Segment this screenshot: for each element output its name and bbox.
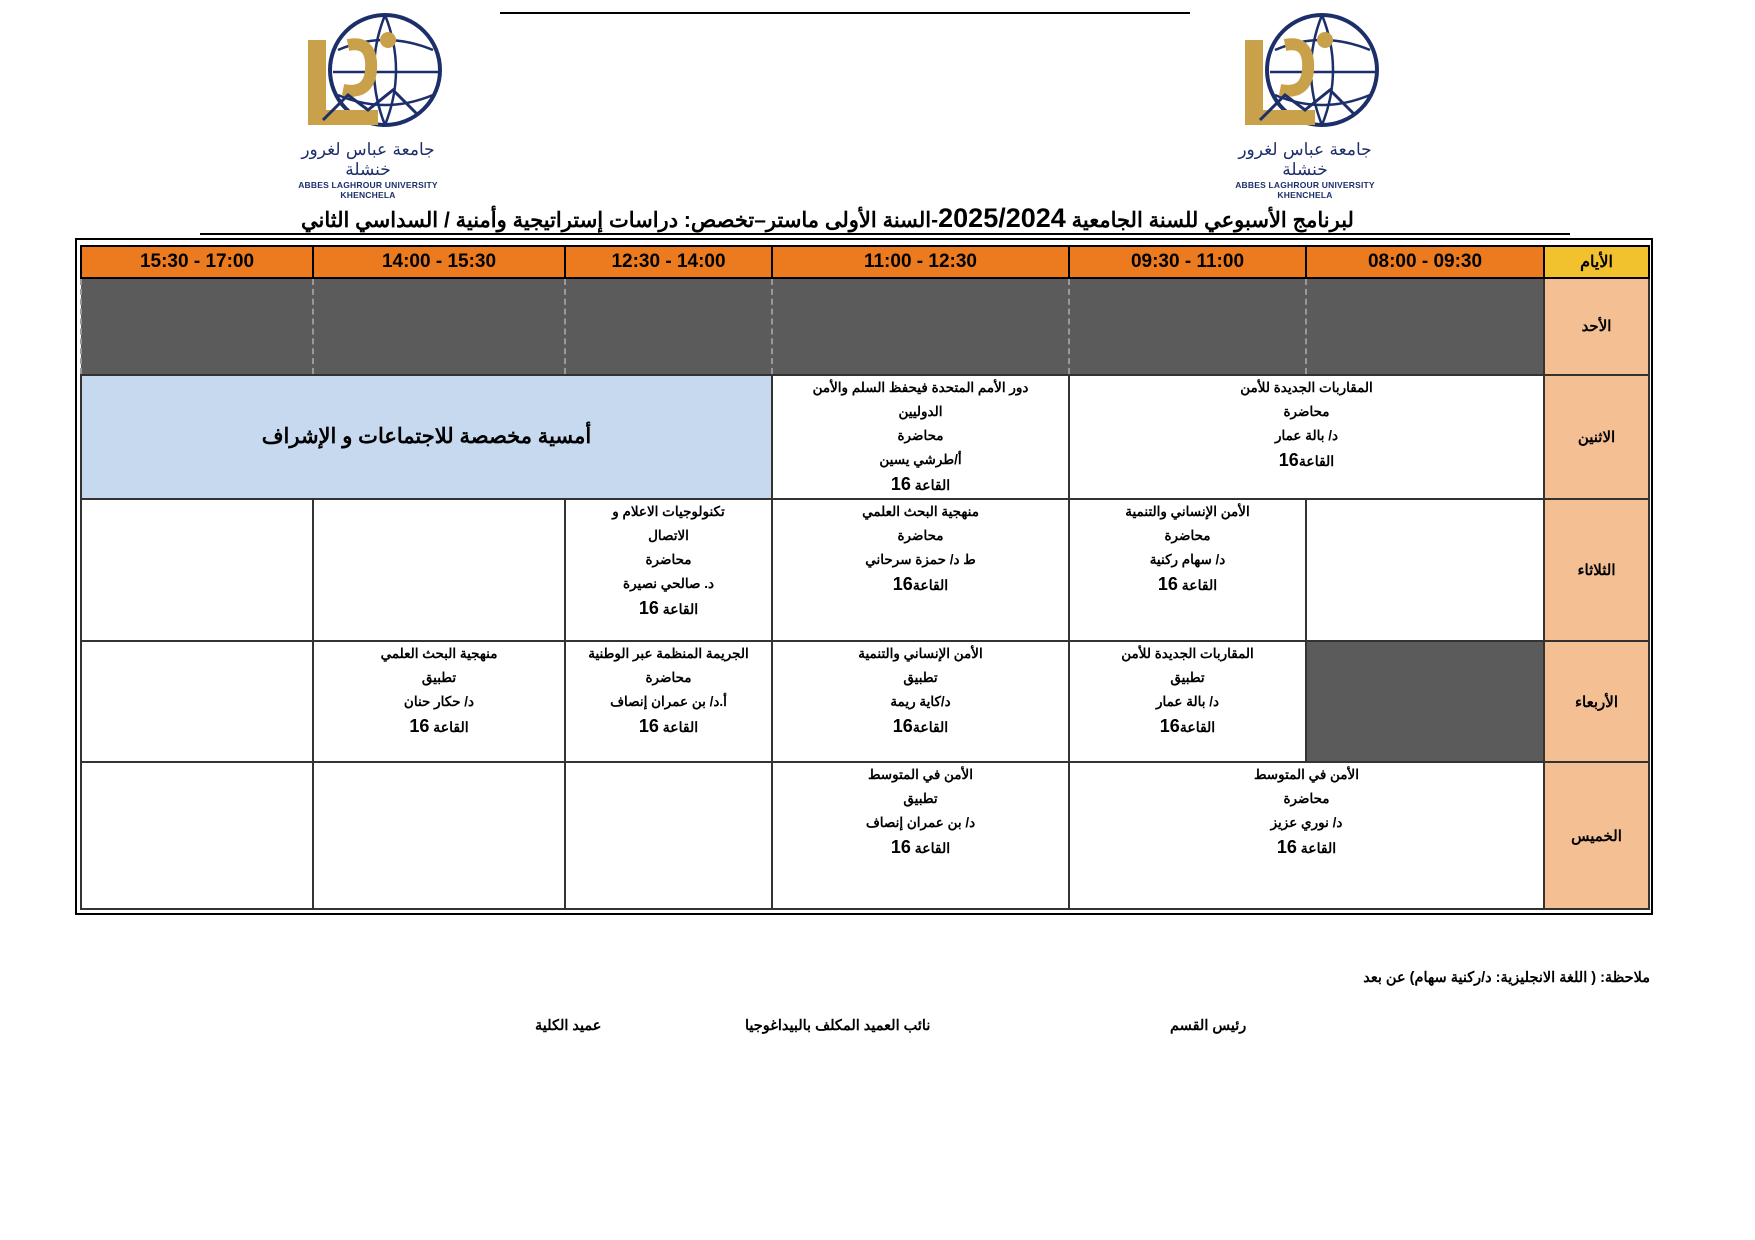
blocked-cell	[565, 278, 772, 375]
session-subject: الأمن الإنساني والتنمية	[1125, 503, 1250, 519]
logo-emblem-icon	[1230, 10, 1380, 140]
blocked-cell	[1069, 278, 1306, 375]
day-tuesday: الثلاثاء	[1544, 499, 1649, 642]
title-part2: -السنة الأولى ماستر–تخصص: دراسات إستراتيجية وأمنية / السداسي الثاني	[301, 209, 939, 232]
session-subject: الجريمة المنظمة عبر الوطنية	[588, 646, 749, 662]
session-room: القاعة 16	[1157, 573, 1218, 594]
session-type: محاضرة	[897, 527, 944, 543]
session-room: القاعة 16	[638, 597, 699, 618]
meetings-afternoon: أمسية مخصصة للاجتماعات و الإشراف	[81, 375, 772, 499]
session-room: القاعة 16	[1276, 837, 1337, 858]
day-wednesday: الأربعاء	[1544, 641, 1649, 762]
row-wednesday	[81, 641, 1649, 762]
empty-cell	[565, 762, 772, 909]
blocked-cell	[313, 278, 565, 375]
session-subject: الأمن الإنساني والتنمية	[858, 646, 983, 662]
session-subject: تكنولوجيات الاعلام و	[612, 503, 725, 519]
session-subject-cont: الدوليين	[898, 403, 943, 419]
schedule-table	[80, 245, 1650, 910]
session-teacher: د/ بالة عمار	[1156, 694, 1219, 710]
row-tuesday	[81, 499, 1649, 642]
session-type: تطبيق	[1170, 670, 1205, 686]
session-tuesday-3	[772, 499, 1069, 642]
session-teacher: أ.د/ بن عمران إنصاف	[610, 694, 727, 710]
day-sunday: الأحد	[1544, 278, 1649, 375]
session-type: محاضرة	[1283, 791, 1330, 807]
session-monday-1	[1069, 375, 1544, 499]
slot-header-4: 14:00 - 12:30	[565, 246, 772, 278]
session-type: تطبيق	[421, 670, 457, 686]
session-wednesday-5	[313, 641, 565, 762]
session-thursday-3	[772, 762, 1069, 909]
session-subject: الأمن في المتوسط	[1253, 767, 1359, 783]
days-header: الأيام	[1544, 246, 1649, 278]
slot-header-1: 09:30 - 08:00	[1306, 246, 1544, 278]
session-subject: الأمن في المتوسط	[867, 767, 973, 783]
session-subject-cont: الاتصال	[648, 527, 689, 543]
header-row	[81, 246, 1649, 278]
university-logo-right	[1215, 10, 1395, 200]
session-monday-3	[772, 375, 1069, 499]
slot-header-6: 17:00 - 15:30	[81, 246, 313, 278]
empty-cell	[81, 762, 313, 909]
session-subject: منهجية البحث العلمي	[862, 503, 979, 519]
logo-emblem-icon	[293, 10, 443, 140]
top-rule	[505, 12, 1190, 14]
session-teacher: د/ سهام ركنية	[1149, 551, 1226, 567]
session-type: محاضرة	[645, 670, 692, 686]
title-year: 2025/2024	[938, 203, 1066, 233]
logo-arabic-name: جامعة عباس لغرور خنشلة	[1238, 140, 1372, 180]
session-teacher: أ/طرشي يسين	[879, 451, 962, 467]
session-type: محاضرة	[1283, 403, 1330, 419]
session-wednesday-4	[565, 641, 772, 762]
session-teacher: د/ نوري عزيز	[1270, 815, 1343, 831]
slot-header-3: 12:30 - 11:00	[772, 246, 1069, 278]
session-teacher: د/ بالة عمار	[1275, 427, 1338, 443]
session-tuesday-4	[565, 499, 772, 642]
session-teacher: د/ بن عمران إنصاف	[865, 815, 976, 831]
session-thursday-1	[1069, 762, 1544, 909]
session-type: تطبيق	[903, 670, 938, 686]
session-type: محاضرة	[897, 427, 944, 443]
session-room: القاعة 16	[890, 837, 951, 858]
empty-cell	[313, 499, 565, 642]
blocked-cell	[1306, 641, 1544, 762]
empty-cell	[1306, 499, 1544, 642]
logo-english-name: ABBES LAGHROUR UNIVERSITY KHENCHELA	[1235, 180, 1375, 200]
slot-header-5: 15:30 - 14:00	[313, 246, 565, 278]
session-subject: منهجية البحث العلمي	[380, 646, 498, 662]
session-room: القاعة 16	[409, 716, 469, 737]
signature-vice-dean: نائب العميد المكلف بالبيداغوجيا	[745, 1018, 931, 1034]
session-room: القاعة 16	[638, 716, 699, 737]
day-monday: الاثنين	[1544, 375, 1649, 499]
session-room: القاعة16	[892, 573, 949, 594]
session-room: القاعة16	[892, 716, 949, 737]
session-teacher: د/ حكار حنان	[403, 694, 475, 710]
session-subject: المقاربات الجديدة للأمن	[1121, 646, 1254, 662]
signature-dean: عميد الكلية	[535, 1018, 602, 1034]
university-logo-left	[278, 10, 458, 200]
session-room: القاعة16	[1159, 716, 1216, 737]
empty-cell	[313, 762, 565, 909]
session-teacher: د/كاية ريمة	[890, 694, 951, 710]
session-type: محاضرة	[1164, 527, 1211, 543]
row-sunday	[81, 278, 1649, 375]
logo-english-name: ABBES LAGHROUR UNIVERSITY KHENCHELA	[298, 180, 438, 200]
page-title	[200, 203, 1455, 234]
session-wednesday-3	[772, 641, 1069, 762]
session-wednesday-2	[1069, 641, 1306, 762]
blocked-cell	[1306, 278, 1544, 375]
session-teacher: ط د/ حمزة سرحاني	[865, 551, 976, 567]
note: ملاحظة: ( اللغة الانجليزية: د/ركنية سهام) عن بعد	[1363, 970, 1650, 986]
session-subject: المقاربات الجديدة للأمن	[1240, 379, 1373, 395]
session-type: محاضرة	[645, 551, 692, 567]
blocked-cell	[81, 278, 313, 375]
logo-arabic-name: جامعة عباس لغرور خنشلة	[301, 140, 435, 180]
empty-cell	[81, 641, 313, 762]
session-type: تطبيق	[903, 791, 938, 807]
title-part1: لبرنامج الأسبوعي للسنة الجامعية	[1065, 209, 1354, 232]
blocked-cell	[772, 278, 1069, 375]
signature-department-head: رئيس القسم	[1170, 1018, 1247, 1034]
title-underline	[200, 233, 1570, 235]
session-teacher: د. صالحي نصيرة	[623, 575, 714, 591]
row-monday	[81, 375, 1649, 499]
row-thursday	[81, 762, 1649, 909]
empty-cell	[81, 499, 313, 642]
session-subject: دور الأمم المتحدة فيحفظ السلم والأمن	[812, 379, 1029, 395]
day-thursday: الخميس	[1544, 762, 1649, 909]
slot-header-2: 11:00 - 09:30	[1069, 246, 1306, 278]
session-room: القاعة 16	[890, 473, 951, 494]
session-room: القاعة16	[1278, 449, 1335, 470]
session-tuesday-2	[1069, 499, 1306, 642]
